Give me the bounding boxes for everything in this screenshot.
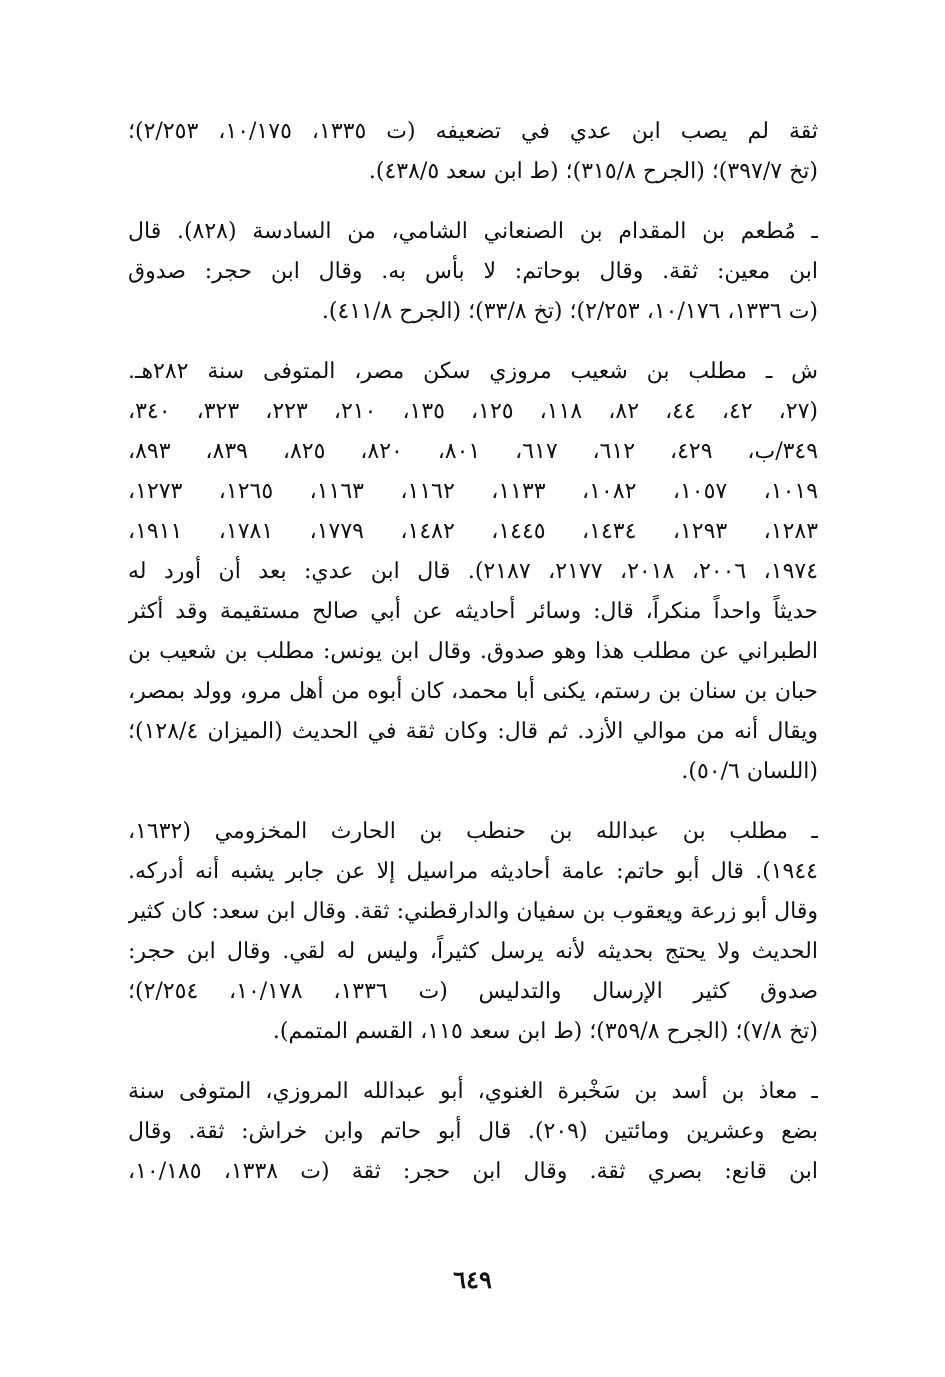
text-line: حديثاً واحداً منكراً، قال: وسائر أحاديثه عن أبي صالح مستقيمة وقد أكثر bbox=[128, 599, 818, 624]
text-line: ـ معاذ بن أسد بن سَخْبرة الغنوي، أبو عبدالله المروزي، المتوفى سنة bbox=[128, 1079, 818, 1104]
text-line: صدوق كثير الإرسال والتدليس (ت ١٣٣٦، ١٠/١٧٨، ٢/٢٥٤)؛ bbox=[128, 979, 818, 1004]
text-line: ١٠١٩، ١٠٥٧، ١٠٨٢، ١١٣٣، ١١٦٢، ١١٦٣، ١٢٦٥، ١٢٧٣، bbox=[128, 479, 818, 504]
text-line: الحديث ولا يحتج بحديثه لأنه يرسل كثيراً، وليس له لقي. وقال ابن حجر: bbox=[128, 939, 818, 964]
entry-5 bbox=[128, 1072, 818, 1192]
text-line: ابن قانع: بصري ثقة. وقال ابن حجر: ثقة (ت ١٣٣٨، ١٠/١٨٥، bbox=[128, 1159, 818, 1184]
entry-2 bbox=[128, 212, 818, 332]
text-line: (تخ ٧/٨)؛ (الجرح ٣٥٩/٨)؛ (ط ابن سعد ١١٥، القسم المتمم). bbox=[272, 1019, 818, 1044]
text-line: وقال أبو زرعة ويعقوب بن سفيان والدارقطني: ثقة. وقال ابن سعد: كان كثير bbox=[128, 899, 818, 924]
text-line: بضع وعشرين ومائتين (٢٠٩). قال أبو حاتم وابن خراش: ثقة. وقال bbox=[128, 1119, 818, 1144]
text-line: ويقال أنه من موالي الأزد. ثم قال: وكان ثقة في الحديث (الميزان ١٢٨/٤)؛ bbox=[128, 719, 818, 744]
text-line: ش ـ مطلب بن شعيب مروزي سكن مصر، المتوفى سنة ٢٨٢هـ. bbox=[128, 359, 818, 384]
text-line: الطبراني عن مطلب هذا وهو صدوق. وقال ابن يونس: مطلب بن شعيب بن bbox=[128, 639, 818, 664]
text-line: (اللسان ٥٠/٦). bbox=[681, 759, 818, 784]
text-line: حبان بن سنان بن رستم، يكنى أبا محمد، كان أبوه من أهل مرو، وولد بمصر، bbox=[128, 679, 818, 704]
page-body bbox=[128, 112, 818, 1212]
text-line: ١٢٨٣، ١٢٩٣، ١٤٣٤، ١٤٤٥، ١٤٨٢، ١٧٧٩، ١٧٨١، ١٩١١، bbox=[128, 519, 818, 544]
text-line: ابن معين: ثقة. وقال بوحاتم: لا بأس به. وقال ابن حجر: صدوق bbox=[128, 259, 818, 284]
text-line: (تخ ٣٩٧/٧)؛ (الجرح ٣١٥/٨)؛ (ط ابن سعد ٤٣٨/٥). bbox=[368, 159, 818, 184]
text-line: ثقة لم يصب ابن عدي في تضعيفه (ت ١٣٣٥، ١٠/١٧٥، ٢/٢٥٣)؛ bbox=[128, 119, 818, 144]
entry-3 bbox=[128, 352, 818, 792]
text-line: ـ مطلب بن عبدالله بن حنطب بن الحارث المخزومي (١٦٣٢، bbox=[128, 819, 818, 844]
entry-4 bbox=[128, 812, 818, 1052]
text-line: ٣٤٩/ب، ٤٢٩، ٦١٢، ٦١٧، ٨٠١، ٨٢٠، ٨٢٥، ٨٣٩، ٨٩٣، bbox=[128, 439, 818, 464]
page-number: ٦٤٩ bbox=[453, 1265, 492, 1294]
text-line: ١٩٤٤). قال أبو حاتم: عامة أحاديثه مراسيل إلا عن جابر يشبه أنه أدركه. bbox=[128, 859, 818, 884]
text-line: (٢٧، ٤٢، ٤٤، ٨٢، ١١٨، ١٢٥، ١٣٥، ٢١٠، ٢٢٣، ٣٢٣، ٣٤٠، bbox=[128, 399, 818, 424]
text-line: ١٩٧٤، ٢٠٠٦، ٢٠١٨، ٢١٧٧، ٢١٨٧). قال ابن عدي: بعد أن أورد له bbox=[128, 559, 818, 584]
text-line: (ت ١٣٣٦، ١٠/١٧٦، ٢/٢٥٣)؛ (تخ ٣٣/٨)؛ (الجرح ٤١١/٨). bbox=[321, 299, 818, 324]
entry-1 bbox=[128, 112, 818, 192]
text-line: ـ مُطعم بن المقدام بن الصنعاني الشامي، من السادسة (٨٢٨). قال bbox=[128, 219, 818, 244]
